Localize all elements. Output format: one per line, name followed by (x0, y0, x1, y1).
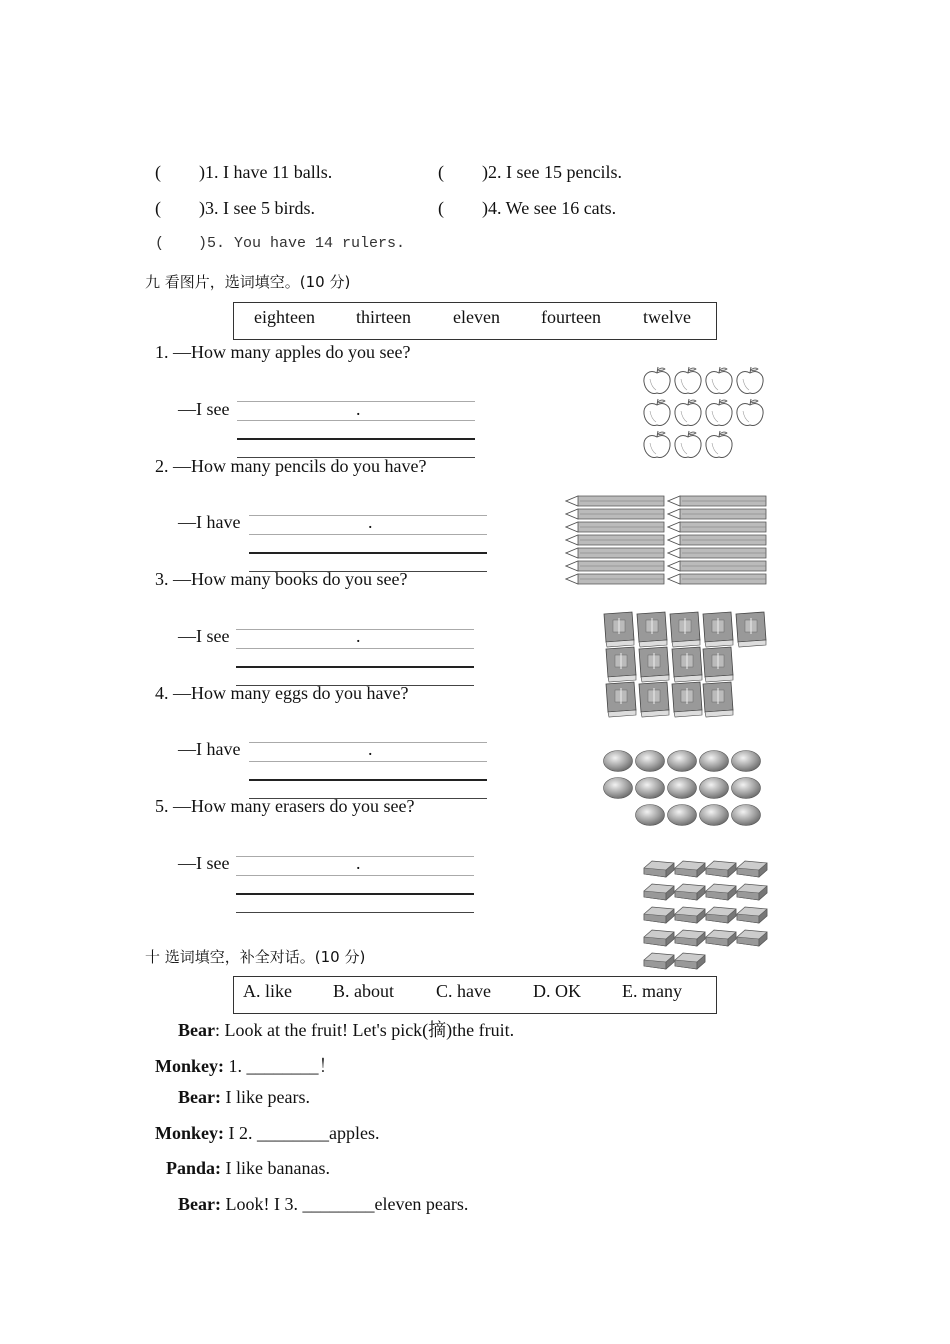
writing-line[interactable] (236, 856, 474, 857)
section-9-heading: 九 看图片，选词填空。(10 分) (145, 273, 351, 291)
writing-line[interactable] (249, 779, 487, 781)
option-item: A. like (243, 981, 292, 1001)
dialogue-text[interactable]: Look! I 3. ________eleven pears. (220, 1194, 469, 1214)
dialogue-line-2 (155, 1052, 337, 1078)
question-2: 2. —How many pencils do you have? (155, 456, 427, 476)
writing-line[interactable] (237, 420, 475, 421)
options-box (233, 976, 717, 1014)
speaker: Panda: (166, 1158, 222, 1178)
writing-line[interactable] (237, 401, 475, 402)
question-3: 3. —How many books do you see? (155, 569, 408, 589)
writing-line[interactable] (249, 761, 487, 762)
item-number: )4. (482, 198, 502, 218)
answer-1-prefix: —I see (178, 399, 230, 419)
judge-paren-open: ( (155, 162, 161, 182)
word-bank-item: twelve (643, 307, 691, 327)
dialogue-line-4 (155, 1123, 379, 1144)
dialogue-line-1 (178, 1016, 514, 1042)
answer-5-period: . (356, 853, 361, 873)
item-text: I have 11 balls. (218, 162, 333, 182)
writing-line[interactable] (236, 893, 474, 895)
item-text: I see 5 birds. (218, 198, 315, 218)
judge-item-3 (155, 198, 315, 219)
writing-line[interactable] (236, 875, 474, 876)
writing-line[interactable] (249, 742, 487, 743)
item-text: You have 14 rulers. (225, 235, 406, 252)
question-4: 4. —How many eggs do you have? (155, 683, 409, 703)
word-bank-item: fourteen (541, 307, 601, 327)
writing-line[interactable] (237, 438, 475, 440)
judge-paren-open: ( (438, 162, 444, 182)
option-item: E. many (622, 981, 682, 1001)
speaker: Bear: (178, 1194, 221, 1214)
judge-item-2 (438, 162, 622, 183)
speaker-sep: : (214, 1020, 220, 1040)
speaker: Monkey: (155, 1123, 224, 1143)
section-10-heading: 十 选词填空，补全对话。(10 分) (145, 948, 366, 966)
answer-2-prefix: —I have (178, 512, 241, 532)
word-bank-item: eighteen (254, 307, 315, 327)
dialogue-text[interactable]: 1. ________！ (224, 1056, 337, 1076)
writing-line[interactable] (236, 666, 474, 668)
answer-5-prefix: —I see (178, 853, 230, 873)
answer-1-period: . (356, 399, 361, 419)
question-5: 5. —How many erasers do you see? (155, 796, 415, 816)
question-1: 1. —How many apples do you see? (155, 342, 411, 362)
item-number: )3. (199, 198, 219, 218)
item-number: )2. (482, 162, 502, 182)
word-bank-box (233, 302, 717, 340)
item-number: )1. (199, 162, 219, 182)
option-item: D. OK (533, 981, 581, 1001)
speaker: Bear (178, 1020, 215, 1040)
dialogue-line-3 (178, 1087, 310, 1108)
judge-paren-open: ( (155, 198, 161, 218)
answer-4-period: . (368, 739, 373, 759)
judge-paren-open: ( (155, 235, 165, 252)
item-text: We see 16 cats. (501, 198, 617, 218)
writing-line[interactable] (236, 629, 474, 630)
writing-line[interactable] (236, 912, 474, 913)
judge-item-4 (438, 198, 616, 219)
speaker: Monkey: (155, 1056, 224, 1076)
answer-2-period: . (368, 512, 373, 532)
option-item: B. about (333, 981, 394, 1001)
pencils-icon (564, 494, 770, 586)
judge-item-1 (155, 162, 332, 183)
answer-3-prefix: —I see (178, 626, 230, 646)
word-bank-item: thirteen (356, 307, 411, 327)
dialogue-line-5 (166, 1158, 330, 1179)
writing-line[interactable] (236, 648, 474, 649)
word-bank-item: eleven (453, 307, 500, 327)
item-text: I see 15 pencils. (501, 162, 622, 182)
erasers-icon (640, 858, 770, 974)
dialogue-text: I like pears. (220, 1087, 310, 1107)
judge-paren-open: ( (438, 198, 444, 218)
writing-line[interactable] (249, 552, 487, 554)
writing-line[interactable] (249, 534, 487, 535)
item-number: )5. (198, 235, 226, 252)
dialogue-line-6 (178, 1194, 468, 1215)
books-icon (602, 610, 770, 720)
answer-3-period: . (356, 626, 361, 646)
answer-4-prefix: —I have (178, 739, 241, 759)
eggs-icon (602, 748, 770, 832)
option-item: C. have (436, 981, 491, 1001)
dialogue-text: I like bananas. (221, 1158, 330, 1178)
dialogue-text: Look at the fruit! Let's pick(摘)the fruit. (220, 1020, 515, 1040)
apples-icon (640, 364, 770, 464)
writing-line[interactable] (249, 515, 487, 516)
speaker: Bear: (178, 1087, 221, 1107)
judge-item-5 (155, 235, 405, 252)
dialogue-text[interactable]: I 2. ________apples. (224, 1123, 380, 1143)
